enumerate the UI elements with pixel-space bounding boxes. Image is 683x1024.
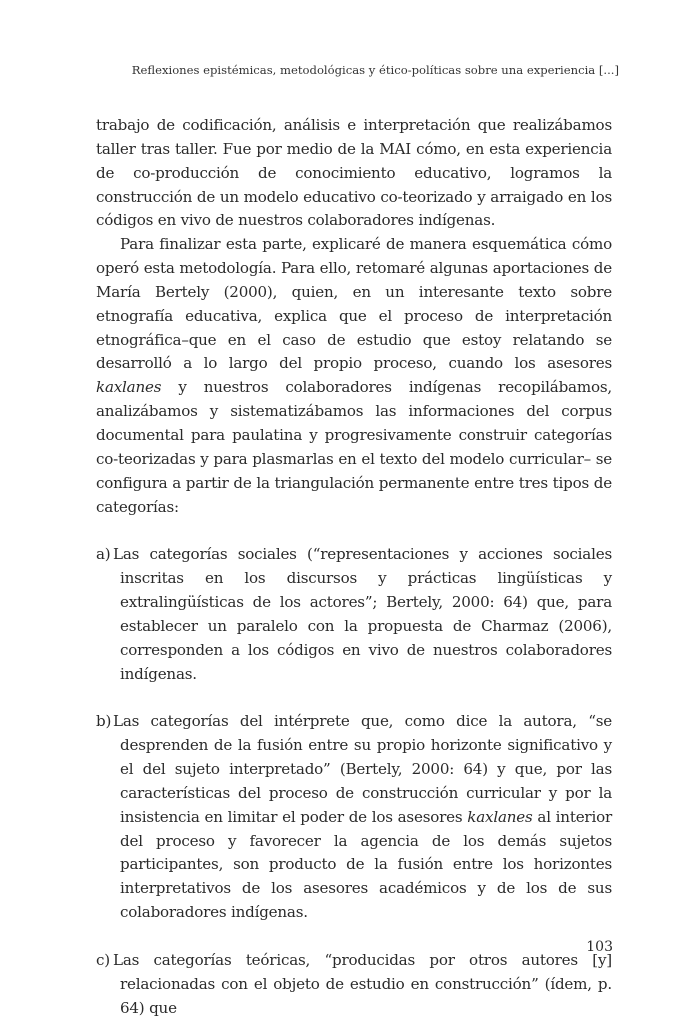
- list-item-c: [96, 949, 612, 1021]
- list-label: b): [96, 712, 112, 731]
- emphasis-term: kaxlanes: [96, 378, 162, 397]
- list-item-text: al interior del proceso y favorecer la agencia de los demás sujetos participantes, son producto de la fusión entre los horizontes interpretativos de los asesores académicos y de los de sus colaboradores indígenas.: [120, 807, 612, 922]
- list-item-text: Las categorías teóricas, “producidas por otros autores [y] relacionadas con el objeto de estudio en construcción” (ídem, p. 64) que: [113, 951, 612, 1017]
- paragraph-text: y nuestros colaboradores indígenas recopilábamos, analizábamos y sistematizábamos las informaciones del corpus documental para paulatina y progresivamente construir categorías co-teorizadas y para plasmarlas en el texto del modelo curricular– se configura a partir de la triangulación permanente entre tres tipos de categorías:: [96, 378, 612, 516]
- paragraph-methodology: [96, 233, 612, 519]
- page-number: 103: [586, 939, 613, 955]
- list-label: a): [96, 545, 111, 564]
- body-text: [96, 114, 612, 1021]
- list-label: c): [96, 951, 110, 969]
- list-item-a: [96, 543, 612, 686]
- list-item-text: Las categorías sociales (“representaciones y acciones sociales inscritas en los discursos y prácticas lingüísticas y extralingüísticas de los actores”; Bertely, 2000: 64) que, para establecer un paralelo con la propuesta de Charmaz (2006), corresponden a los códigos en vivo de nuestros colaboradores indígenas.: [113, 545, 612, 683]
- paragraph-text: Para finalizar esta parte, explicaré de manera esquemática cómo operó esta metodología. Para ello, retomaré algunas aportaciones de María Bertely (2000), quien, en un interesante texto sobre etnografía educativa, explica que el proceso de interpretación etnográfica–que en el caso de estudio que estoy relatando se desarrolló a lo largo del propio proceso, cuando los asesores: [96, 235, 612, 373]
- paragraph-continuation: trabajo de codificación, análisis e interpretación que realizábamos taller tras taller. Fue por medio de la MAI cómo, en esta experiencia de co-producción de conocimiento educativo, logramos la construcción de un modelo educativo co-teorizado y arraigado en los códigos en vivo de nuestros colaboradores indígenas.: [96, 116, 612, 230]
- emphasis-term: kaxlanes: [467, 807, 533, 826]
- list-item-b: [96, 710, 612, 925]
- list-item-text: Las categorías del intérprete que, como dice la autora, “se desprenden de la fusión entre su propio horizonte significativo y el del sujeto interpretado” (Bertely, 2000: 64) y que, por las características del proceso de construcción curricular y por la insistencia en limitar el poder de los asesores: [113, 712, 612, 826]
- running-head: Reflexiones epistémicas, metodológicas y ético-políticas sobre una experiencia [...]: [131, 63, 619, 77]
